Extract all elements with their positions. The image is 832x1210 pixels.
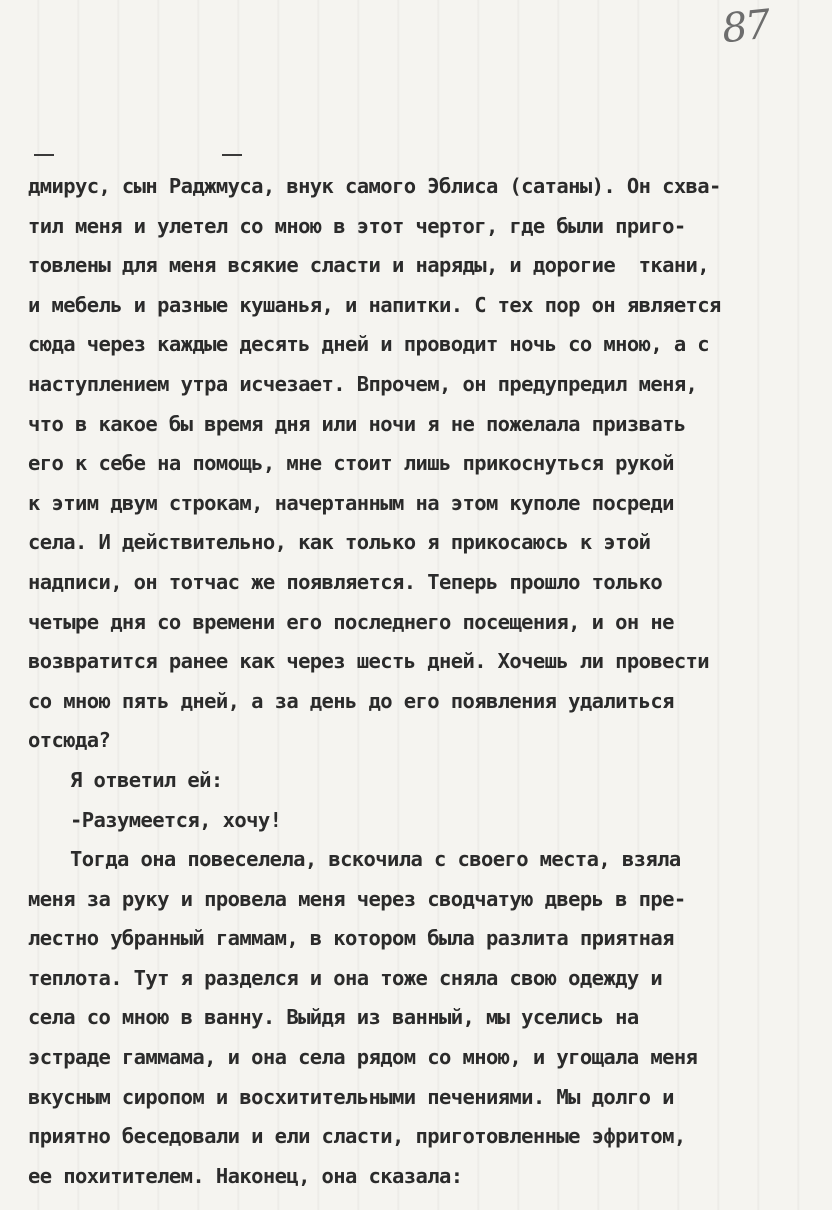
line-text: вкусным сиропом и восхитительными печениями. Мы долго и bbox=[28, 1084, 674, 1109]
line-text: эстраде гаммама, и она села рядом со мною, и угощала меня bbox=[28, 1045, 698, 1070]
line-text: теплота. Тут я разделся и она тоже сняла свою одежду и bbox=[28, 965, 663, 990]
body-text bbox=[28, 167, 828, 1196]
text-line bbox=[28, 286, 828, 326]
line-text: его к себе на помощь, мне стоит лишь прикоснуться рукой bbox=[28, 451, 674, 476]
line-text: меня за руку и провела меня через сводчатую дверь в пре- bbox=[28, 886, 686, 911]
line-text: четыре дня со времени его последнего посещения, и он не bbox=[28, 609, 674, 634]
line-text: и мебель и разные кушанья, и напитки. С тех пор он является bbox=[28, 292, 721, 317]
line-text: села. И действительно, как только я прикосаюсь к этой bbox=[28, 530, 651, 555]
line-text: села со мною в ванну. Выйдя из ванный, мы уселись на bbox=[28, 1005, 639, 1030]
text-line bbox=[28, 642, 828, 682]
text-line bbox=[28, 1117, 828, 1157]
text-line bbox=[28, 603, 828, 643]
line-text: возвратится ранее как через шесть дней. Хочешь ли провести bbox=[28, 649, 710, 674]
text-line bbox=[28, 801, 828, 841]
line-text: тил меня и улетел со мною в этот чертог, где были приго- bbox=[28, 213, 686, 238]
text-line bbox=[28, 682, 828, 722]
text-line bbox=[28, 325, 828, 365]
line-text: Тогда она повеселела, вскочила с своего места, взяла bbox=[70, 847, 681, 872]
text-line bbox=[28, 1078, 828, 1118]
text-line bbox=[28, 998, 828, 1038]
line-text: со мною пять дней, а за день до его появления удалиться bbox=[28, 688, 674, 713]
line-text: отсюда? bbox=[28, 728, 111, 753]
margin-dash-mark bbox=[222, 154, 242, 156]
text-line bbox=[28, 721, 828, 761]
text-line bbox=[28, 246, 828, 286]
text-line bbox=[28, 167, 828, 207]
text-line bbox=[28, 761, 828, 801]
line-text: к этим двум строкам, начертанным на этом куполе посреди bbox=[28, 490, 674, 515]
text-line bbox=[28, 563, 828, 603]
text-line bbox=[28, 405, 828, 445]
line-text: сюда через каждые десять дней и проводит ночь со мною, а с bbox=[28, 332, 710, 357]
text-line bbox=[28, 444, 828, 484]
text-line bbox=[28, 1157, 828, 1197]
text-line bbox=[28, 365, 828, 405]
text-line bbox=[28, 484, 828, 524]
text-line bbox=[28, 840, 828, 880]
line-text: ее похитителем. Наконец, она сказала: bbox=[28, 1163, 463, 1188]
line-text: дмирус, сын Раджмуса, внук самого Эблиса (сатаны). Он схва- bbox=[28, 174, 721, 198]
line-text: наступлением утра исчезает. Впрочем, он предупредил меня, bbox=[28, 371, 698, 396]
text-line bbox=[28, 959, 828, 999]
text-line bbox=[28, 207, 828, 247]
line-text: лестно убранный гаммам, в котором была разлита приятная bbox=[28, 926, 674, 951]
text-line bbox=[28, 919, 828, 959]
text-line bbox=[28, 880, 828, 920]
text-line bbox=[28, 523, 828, 563]
line-text: товлены для меня всякие сласти и наряды, и дорогие ткани, bbox=[28, 253, 710, 278]
line-text: Я ответил ей: bbox=[70, 767, 223, 792]
text-line bbox=[28, 1038, 828, 1078]
line-text: что в какое бы время дня или ночи я не пожелала призвать bbox=[28, 411, 686, 436]
line-text: надписи, он тотчас же появляется. Теперь прошло только bbox=[28, 569, 663, 594]
margin-dash-mark bbox=[34, 154, 54, 156]
line-text: -Разумеется, хочу! bbox=[70, 807, 282, 832]
line-text: приятно беседовали и ели сласти, приготовленные эфритом, bbox=[28, 1124, 686, 1149]
handwritten-page-number: 87 bbox=[719, 1, 772, 53]
